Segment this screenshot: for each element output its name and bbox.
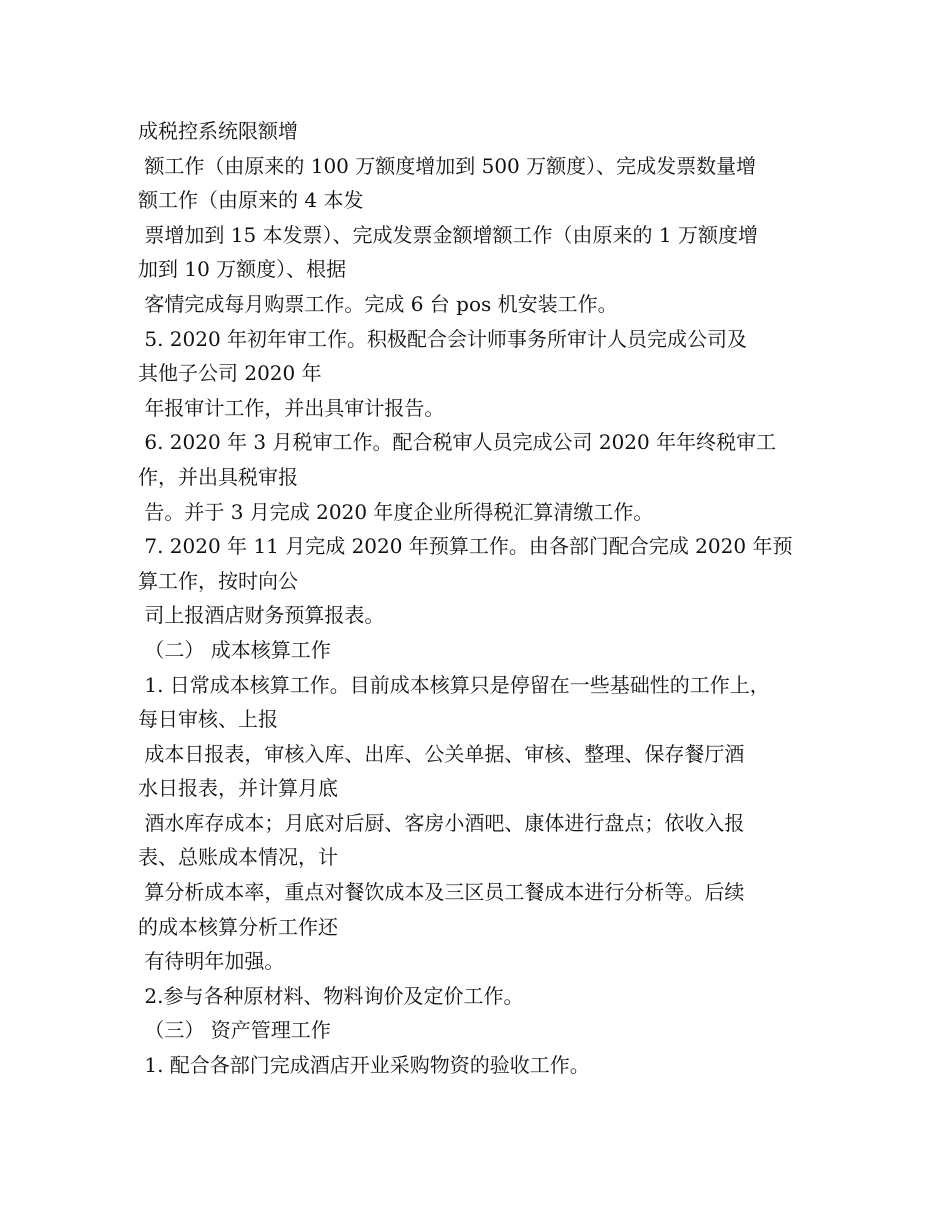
section-heading: （二） 成本核算工作 [138,637,331,662]
text-line: 客情完成每月购票工作。完成 6 台 pos 机安装工作。 [138,291,618,316]
text-line: 其他子公司 2020 年 [138,361,322,386]
text-line: 的成本核算分析工作还 [138,914,338,939]
text-line: 2.参与各种原材料、物料询价及定价工作。 [138,983,524,1008]
text-line: 票增加到 15 本发票）、完成发票金额增额工作（由原来的 1 万额度增 [138,222,758,247]
text-line: 7. 2020 年 11 月完成 2020 年预算工作。由各部门配合完成 2020 年预 [138,534,793,559]
text-line: 6. 2020 年 3 月税审工作。配合税审人员完成公司 2020 年年终税审工 [138,430,777,455]
text-line: 司上报酒店财务预算报表。 [138,603,385,628]
text-line: 告。并于 3 月完成 2020 年度企业所得税汇算清缴工作。 [138,499,654,524]
text-line: 额工作（由原来的 4 本发 [138,188,364,213]
text-line: 水日报表，并计算月底 [138,776,338,801]
text-line: 额工作（由原来的 100 万额度增加到 500 万额度）、完成发票数量增 [138,153,757,178]
text-line: 作，并出具税审报 [138,464,298,489]
text-line: 5. 2020 年初年审工作。积极配合会计师事务所审计人员完成公司及 [138,326,748,351]
section-heading: （三） 资产管理工作 [138,1018,331,1043]
document-body [138,114,838,1083]
text-line: 算工作，按时向公 [138,568,298,593]
text-line: 成本日报表，审核入库、出库、公关单据、审核、整理、保存餐厅酒 [138,741,745,766]
text-line: 成税控系统限额增 [138,119,298,143]
text-line: 有待明年加强。 [138,949,285,974]
text-line: 1. 日常成本核算工作。目前成本核算只是停留在一些基础性的工作上， [138,672,770,697]
text-line: 每日审核、上报 [138,707,278,732]
text-line: 加到 10 万额度）、根据 [138,257,347,282]
text-line: 表、总账成本情况，计 [138,845,338,870]
text-line: 年报审计工作，并出具审计报告。 [138,395,445,420]
text-line: 1. 配合各部门完成酒店开业采购物资的验收工作。 [138,1053,590,1078]
text-line: 算分析成本率，重点对餐饮成本及三区员工餐成本进行分析等。后续 [138,880,745,905]
text-line: 酒水库存成本；月底对后厨、客房小酒吧、康体进行盘点；依收入报 [138,810,745,835]
